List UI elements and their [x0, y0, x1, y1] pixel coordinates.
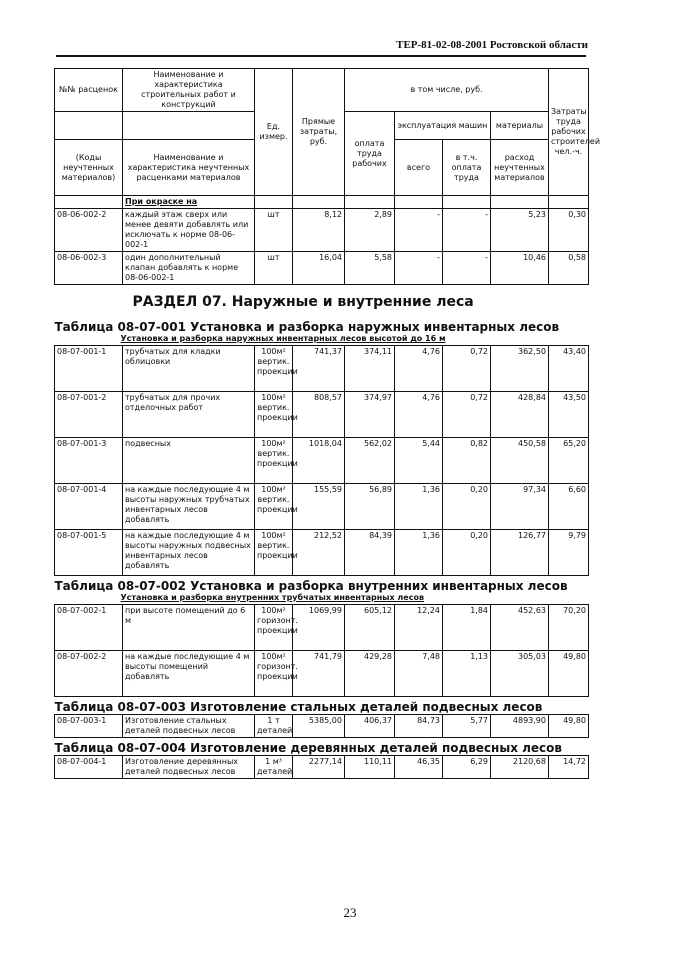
cell-materials: 5,23 — [491, 209, 549, 252]
cell-materials: 4893,90 — [491, 715, 549, 738]
cell-mach-wages: 1,84 — [443, 605, 491, 651]
cell-wages: 605,12 — [345, 605, 395, 651]
cell-wages: 84,39 — [345, 530, 395, 576]
rates-sheet — [54, 68, 601, 779]
machine-total-header: всего — [395, 140, 443, 196]
name-header: Наименование и характеристика строительных работ и конструкций — [123, 69, 255, 112]
cell-wages: 374,11 — [345, 346, 395, 392]
table1-subtitle: Установка и разборка наружных инвентарных лесов высотой до 16 м — [120, 334, 446, 343]
table-row — [55, 438, 589, 484]
cell-code: 08-07-001-3 — [55, 438, 123, 484]
unit-header: Ед. измер. — [255, 69, 293, 196]
machine-wages-header: в т.ч. оплата труда — [443, 140, 491, 196]
cell-mach-wages: 6,29 — [443, 756, 491, 779]
wages-header: оплата труда рабочих — [345, 112, 395, 196]
table-row — [55, 484, 589, 530]
cell-direct: 808,57 — [293, 392, 345, 438]
painting-group-label: При окраске на — [123, 196, 255, 209]
page-number: 23 — [343, 905, 357, 920]
table1-subtitle-row — [55, 334, 589, 346]
running-header: ТЕР-81-02-08-2001 Ростовской области — [396, 39, 588, 51]
table-row — [55, 715, 589, 738]
rates-table — [54, 68, 601, 779]
cell-name: на каждые последующие 4 м высоты наружных трубчатых инвентарных лесов добавлять — [123, 484, 255, 530]
cell-mach-wages: 5,77 — [443, 715, 491, 738]
section-title-row — [55, 285, 589, 318]
cell-labor: 43,50 — [549, 392, 589, 438]
cell-code: 08-06-002-3 — [55, 252, 123, 285]
cell-name: трубчатых для прочих отделочных работ — [123, 392, 255, 438]
cell-labor: 0,58 — [549, 252, 589, 285]
cell-materials: 305,03 — [491, 651, 549, 697]
cell-wages: 110,11 — [345, 756, 395, 779]
cell-mach: 1,36 — [395, 530, 443, 576]
cell-unit: шт — [255, 252, 293, 285]
cell-mach: - — [395, 252, 443, 285]
cell-unit: 100м² вертик. проекции — [255, 484, 293, 530]
cell-labor: 6,60 — [549, 484, 589, 530]
cell-mach: 84,73 — [395, 715, 443, 738]
header-rule — [56, 55, 586, 57]
cell-code: 08-07-002-1 — [55, 605, 123, 651]
table2-title: Таблица 08-07-002 Установка и разборка внутренних инвентарных лесов — [54, 579, 568, 593]
table-row — [55, 209, 589, 252]
cell-wages: 5,58 — [345, 252, 395, 285]
cell-mach-wages: 0,72 — [443, 346, 491, 392]
cell-direct: 1018,04 — [293, 438, 345, 484]
cell-labor: 14,72 — [549, 756, 589, 779]
cell-name: на каждые последующие 4 м высоты помещений добавлять — [123, 651, 255, 697]
cell-labor: 9,79 — [549, 530, 589, 576]
cell-materials: 126,77 — [491, 530, 549, 576]
cell-direct: 741,37 — [293, 346, 345, 392]
cell-labor: 43,40 — [549, 346, 589, 392]
cell-name: каждый этаж сверх или менее девяти добавлять или исключать к норме 08-06-002-1 — [123, 209, 255, 252]
cell-mach: 12,24 — [395, 605, 443, 651]
cell-wages: 374,97 — [345, 392, 395, 438]
cell-name: Изготовление стальных деталей подвесных лесов — [123, 715, 255, 738]
cell-materials: 10,46 — [491, 252, 549, 285]
cell-code: 08-06-002-2 — [55, 209, 123, 252]
cell-unit: 100м² вертик. проекции — [255, 530, 293, 576]
cell-wages: 429,28 — [345, 651, 395, 697]
cell-direct: 8,12 — [293, 209, 345, 252]
cell-name: при высоте помещений до 6 м — [123, 605, 255, 651]
table-row — [55, 392, 589, 438]
cell-mach-wages: - — [443, 209, 491, 252]
table-row — [55, 252, 589, 285]
labor-header: Затраты труда рабочих строителей чел.-ч. — [549, 69, 589, 196]
table-row — [55, 346, 589, 392]
materials-header: материалы — [491, 112, 549, 140]
cell-unit: 100м² горизонт. проекции — [255, 605, 293, 651]
cell-unit: 100м² вертик. проекции — [255, 392, 293, 438]
machine-header: эксплуатация машин — [395, 112, 491, 140]
cell-code: 08-07-004-1 — [55, 756, 123, 779]
cell-wages: 2,89 — [345, 209, 395, 252]
cell-unit: шт — [255, 209, 293, 252]
table-row — [55, 530, 589, 576]
cell-materials: 450,58 — [491, 438, 549, 484]
name-header-2: Наименование и характеристика неучтенных расценками материалов — [123, 140, 255, 196]
cell-mach-wages: 0,20 — [443, 484, 491, 530]
cell-mach: 7,48 — [395, 651, 443, 697]
cell-direct: 5385,00 — [293, 715, 345, 738]
cell-name: на каждые последующие 4 м высоты наружных подвесных инвентарных лесов добавлять — [123, 530, 255, 576]
cell-direct: 741,79 — [293, 651, 345, 697]
cell-mach-wages: 0,82 — [443, 438, 491, 484]
cell-labor: 49,80 — [549, 715, 589, 738]
cell-mach-wages: 1,13 — [443, 651, 491, 697]
cell-direct: 16,04 — [293, 252, 345, 285]
cell-unit: 1 т деталей — [255, 715, 293, 738]
table1-title: Таблица 08-07-001 Установка и разборка наружных инвентарных лесов — [54, 320, 560, 334]
table1-title-row — [55, 317, 589, 334]
cell-name: один дополнительный клапан добавлять к норме 08-06-002-1 — [123, 252, 255, 285]
cell-materials: 428,84 — [491, 392, 549, 438]
cell-mach-wages: 0,20 — [443, 530, 491, 576]
cell-materials: 452,63 — [491, 605, 549, 651]
cell-labor: 49,80 — [549, 651, 589, 697]
cell-wages: 406,37 — [345, 715, 395, 738]
cell-code: 08-07-001-2 — [55, 392, 123, 438]
cell-materials: 97,34 — [491, 484, 549, 530]
cell-wages: 56,89 — [345, 484, 395, 530]
cell-mach-wages: - — [443, 252, 491, 285]
code-header: №№ расценок — [55, 69, 123, 112]
cell-name: подвесных — [123, 438, 255, 484]
cell-wages: 562,02 — [345, 438, 395, 484]
table2-subtitle: Установка и разборка внутренних трубчатых инвентарных лесов — [120, 593, 425, 602]
cell-direct: 2277,14 — [293, 756, 345, 779]
cell-name: Изготовление деревянных деталей подвесных лесов — [123, 756, 255, 779]
table-row — [55, 651, 589, 697]
cell-labor: 65,20 — [549, 438, 589, 484]
table2-subtitle-row — [55, 593, 589, 605]
cell-code: 08-07-001-5 — [55, 530, 123, 576]
cell-unit: 1 м³ деталей — [255, 756, 293, 779]
section-title: РАЗДЕЛ 07. Наружные и внутренние леса — [132, 294, 474, 310]
cell-code: 08-07-001-1 — [55, 346, 123, 392]
table-row — [55, 756, 589, 779]
cell-mach: - — [395, 209, 443, 252]
cell-mach: 46,35 — [395, 756, 443, 779]
cell-code: 08-07-003-1 — [55, 715, 123, 738]
header-row-1 — [55, 69, 589, 112]
direct-header: Прямые затраты, руб. — [293, 69, 345, 196]
cell-mach: 5,44 — [395, 438, 443, 484]
cell-name: трубчатых для кладки облицовки — [123, 346, 255, 392]
table3-title: Таблица 08-07-003 Изготовление стальных деталей подвесных лесов — [54, 700, 543, 714]
cell-labor: 0,30 — [549, 209, 589, 252]
table-row — [55, 605, 589, 651]
table4-title-row — [55, 738, 589, 756]
materials-consumption-header: расход неучтенных материалов — [491, 140, 549, 196]
including-header: в том числе, руб. — [345, 69, 549, 112]
cell-code: 08-07-001-4 — [55, 484, 123, 530]
cell-labor: 70,20 — [549, 605, 589, 651]
cell-mach: 1,36 — [395, 484, 443, 530]
cell-direct: 155,59 — [293, 484, 345, 530]
table2-title-row — [55, 576, 589, 594]
cell-materials: 2120,68 — [491, 756, 549, 779]
cell-mach: 4,76 — [395, 392, 443, 438]
cell-unit: 100м² вертик. проекции — [255, 438, 293, 484]
cell-materials: 362,50 — [491, 346, 549, 392]
cell-mach: 4,76 — [395, 346, 443, 392]
cell-code: 08-07-002-2 — [55, 651, 123, 697]
cell-direct: 212,52 — [293, 530, 345, 576]
table3-title-row — [55, 697, 589, 715]
table4-title: Таблица 08-07-004 Изготовление деревянных деталей подвесных лесов — [54, 741, 562, 755]
code-header-2: (Коды неучтенных материалов) — [55, 140, 123, 196]
cell-mach-wages: 0,72 — [443, 392, 491, 438]
cell-direct: 1069,99 — [293, 605, 345, 651]
cell-unit: 100м² горизонт. проекции — [255, 651, 293, 697]
cell-unit: 100м² вертик. проекции — [255, 346, 293, 392]
painting-group-row — [55, 196, 589, 209]
